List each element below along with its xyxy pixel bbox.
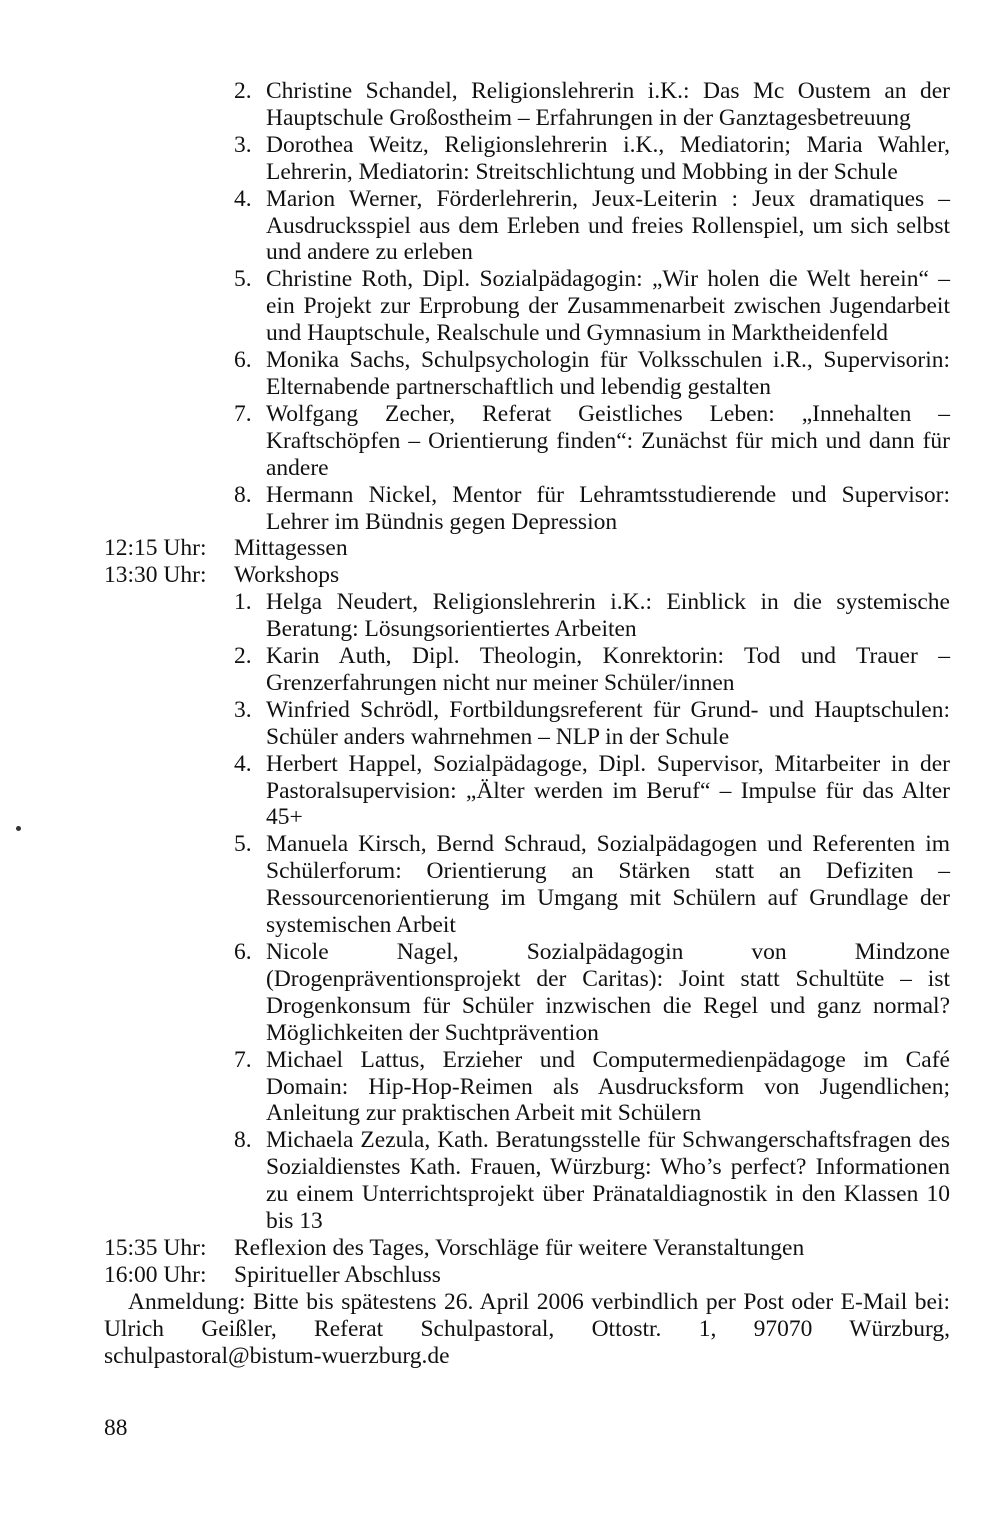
item-number: 3.: [234, 696, 252, 723]
item-number: 7.: [234, 1046, 252, 1073]
item-number: 4.: [234, 750, 252, 777]
program-content: [104, 78, 950, 1370]
presentation-list: [104, 78, 950, 535]
registration-paragraph: Anmeldung: Bitte bis spätestens 26. April 2006 verbindlich per Post oder E-Mail bei: Ulrich Geißler, Referat Schulpastoral, Ottostr. 1, 97070 Würzburg, schulpastoral@bistum-wuerzburg.de: [104, 1288, 950, 1369]
item-number: 1.: [234, 589, 252, 616]
item-text: Monika Sachs, Schulpsychologin für Volksschulen i.R., Supervisorin: Elternabende partnerschaftlich und lebendig gestalten: [266, 347, 950, 400]
list-item: [234, 347, 950, 401]
schedule-row-reflection: [104, 1235, 950, 1262]
list-item: [234, 482, 950, 536]
list-item: [234, 939, 950, 1047]
schedule-row-workshops: [104, 562, 950, 589]
schedule-row-closing: [104, 1262, 950, 1289]
item-number: 8.: [234, 481, 252, 508]
item-number: 5.: [234, 266, 252, 293]
item-number: 7.: [234, 400, 252, 427]
item-text: Nicole Nagel, Sozialpädagogin von Mindzone (Drogenpräventionsprojekt der Caritas): Joint statt Schultüte – ist Drogenkonsum für Schüler inzwischen die Regel und ganz normal? Möglichkeiten der Suchtprävention: [266, 939, 950, 1046]
page-number: 88: [104, 1415, 128, 1441]
workshop-list: [104, 589, 950, 1235]
list-item: [234, 831, 950, 939]
list-item: [234, 266, 950, 347]
list-item: [234, 78, 950, 132]
schedule-label: Workshops: [234, 562, 340, 589]
item-number: 2.: [234, 643, 252, 670]
item-text: Hermann Nickel, Mentor für Lehramtsstudierende und Supervisor: Lehrer im Bündnis gegen Depression: [266, 481, 950, 535]
schedule-time: 15:35 Uhr:: [104, 1234, 207, 1261]
item-text: Michael Lattus, Erzieher und Computermedienpädagoge im Café Domain: Hip-Hop-Reimen als Ausdrucksform von Jugendlichen; Anleitung zur praktischen Arbeit mit Schülern: [266, 1046, 950, 1127]
list-item: [234, 643, 950, 697]
item-number: 6.: [234, 939, 252, 965]
item-number: 4.: [234, 185, 252, 212]
item-number: 3.: [234, 131, 252, 158]
item-text: Dorothea Weitz, Religionslehrerin i.K., Mediatorin; Maria Wahler, Lehrerin, Mediatorin: Streitschlichtung und Mobbing in der Schule: [266, 131, 950, 185]
schedule-time: 13:30 Uhr:: [104, 562, 207, 589]
item-text: Helga Neudert, Religionslehrerin i.K.: Einblick in die systemische Beratung: Lösungsorientiertes Arbeiten: [266, 589, 950, 643]
list-item: [234, 751, 950, 832]
item-number: 2.: [234, 78, 252, 104]
scan-speck: [16, 826, 21, 831]
item-text: Karin Auth, Dipl. Theologin, Konrektorin: Tod und Trauer – Grenzerfahrungen nicht nur meiner Schüler/innen: [266, 643, 950, 696]
item-text: Marion Werner, Förderlehrerin, Jeux-Leiterin : Jeux dramatiques – Ausdrucksspiel aus dem Erleben und freies Rollenspiel, um sich selbst und andere zu erleben: [266, 185, 950, 266]
list-item: [234, 1127, 950, 1235]
item-number: 6.: [234, 347, 252, 374]
list-item: [234, 589, 950, 643]
list-item: [234, 132, 950, 186]
schedule-label: Reflexion des Tages, Vorschläge für weitere Veranstaltungen: [234, 1234, 805, 1261]
schedule-label: Mittagessen: [234, 535, 348, 562]
item-text: Christine Roth, Dipl. Sozialpädagogin: „Wir holen die Welt herein“ – ein Projekt zur Erprobung der Zusammenarbeit zwischen Jugendarbeit und Hauptschule, Realschule und Gymnasium in Marktheidenfeld: [266, 266, 950, 347]
item-text: Christine Schandel, Religionslehrerin i.K.: Das Mc Oustem an der Hauptschule Großostheim – Erfahrungen in der Ganztagesbetreuung: [266, 78, 950, 131]
list-item: [234, 186, 950, 267]
item-number: 5.: [234, 831, 252, 858]
item-number: 8.: [234, 1127, 252, 1154]
item-text: Winfried Schrödl, Fortbildungsreferent für Grund- und Hauptschulen: Schüler anders wahrnehmen – NLP in der Schule: [266, 696, 950, 750]
item-text: Wolfgang Zecher, Referat Geistliches Leben: „Innehalten – Kraftschöpfen – Orientierung finden“: Zunächst für mich und dann für andere: [266, 400, 950, 481]
item-text: Manuela Kirsch, Bernd Schraud, Sozialpädagogen und Referenten im Schülerforum: Orientierung an Stärken statt an Defiziten – Ressourcenorientierung im Umgang mit Schülern auf Grundlage der systemischen Arbeit: [266, 831, 950, 939]
item-text: Michaela Zezula, Kath. Beratungsstelle für Schwangerschaftsfragen des Sozialdienstes Kath. Frauen, Würzburg: Who’s perfect? Informationen zu einem Unterrichtsprojekt über Pränataldiagnostik in den Klassen 10 bis 13: [266, 1127, 950, 1235]
list-item: [234, 697, 950, 751]
schedule-row-lunch: [104, 535, 950, 562]
schedule-label: Spiritueller Abschluss: [234, 1261, 441, 1288]
list-item: [234, 1047, 950, 1128]
item-text: Herbert Happel, Sozialpädagoge, Dipl. Supervisor, Mitarbeiter in der Pastoralsupervision: „Älter werden im Beruf“ – Impulse für das Alter 45+: [266, 750, 950, 831]
schedule-time: 12:15 Uhr:: [104, 535, 207, 562]
list-item: [234, 401, 950, 482]
schedule-time: 16:00 Uhr:: [104, 1261, 207, 1288]
